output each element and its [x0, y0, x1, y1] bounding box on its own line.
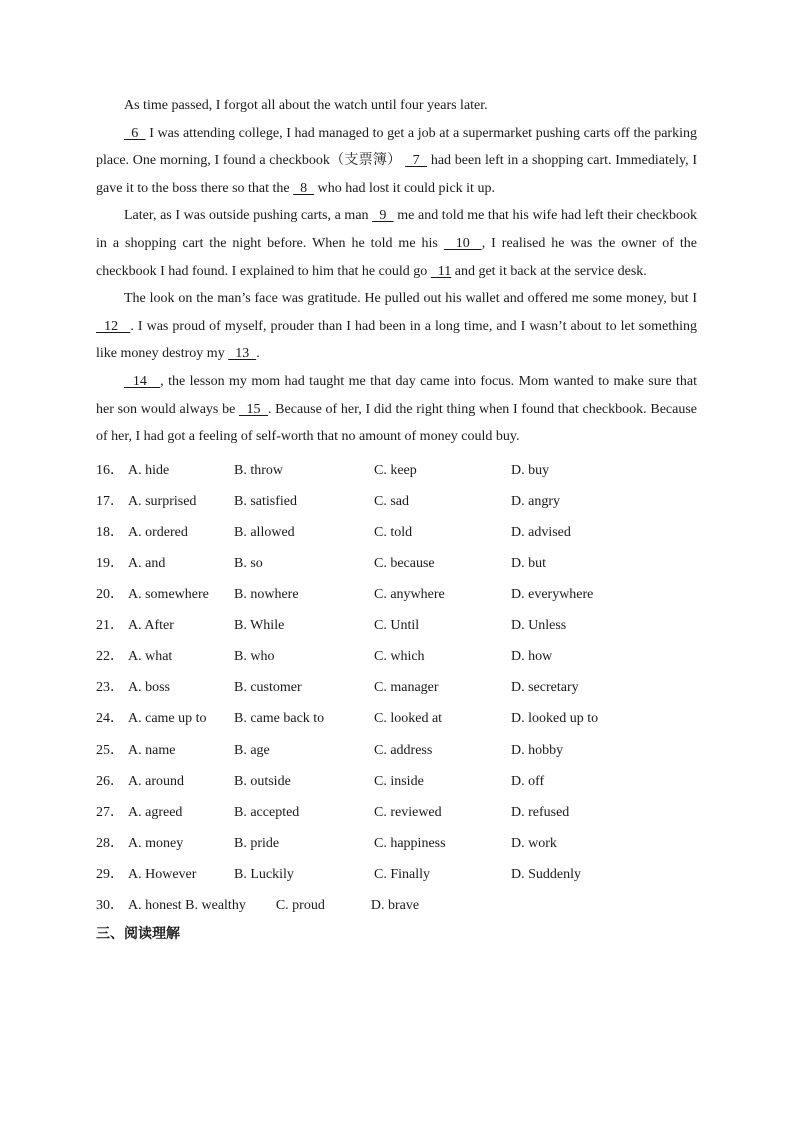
question-row — [96, 828, 697, 859]
passage-text: Later, as I was outside pushing carts, a man — [124, 208, 373, 224]
question-number: 18． — [96, 524, 124, 540]
question-row — [96, 641, 697, 672]
option-a: A. came up to — [128, 711, 207, 727]
option-a: A. After — [128, 618, 174, 634]
option-d: D. but — [511, 556, 546, 571]
passage — [96, 92, 697, 451]
question-number: 23． — [96, 680, 124, 696]
option-a: A. around — [128, 773, 184, 789]
option-d: D. everywhere — [511, 587, 594, 603]
option-b: B. allowed — [234, 524, 295, 540]
answer-blank: 7 — [405, 153, 428, 169]
question-number: 27． — [96, 804, 124, 820]
passage-text: me and told me that his wife had left their checkbook in a shopping cart the night before. When he told me his — [96, 208, 698, 251]
option-d: D. work — [511, 835, 557, 851]
option-c: C. happiness — [374, 835, 446, 851]
option-a: A. surprised — [128, 493, 197, 509]
question-number: 20． — [96, 587, 124, 603]
question-number: 29． — [96, 866, 124, 882]
option-a: A. hide — [128, 462, 170, 478]
question-row — [96, 703, 697, 734]
option-a: A. ordered — [128, 524, 188, 540]
option-a: A. money — [128, 835, 184, 851]
question-number: 21． — [96, 618, 124, 634]
option-c: C. reviewed — [374, 804, 442, 820]
option-a: A. agreed — [128, 804, 183, 820]
option-d: D. advised — [511, 524, 571, 540]
passage-text: , the lesson my mom had taught me that day came into focus. Mom wanted to make sure that her son would always be — [96, 373, 698, 417]
question-number: 28． — [96, 835, 124, 851]
question-row — [96, 548, 697, 579]
option-d: D. buy — [511, 462, 550, 478]
option-d: D. brave — [370, 898, 420, 914]
question-number: 22． — [96, 649, 124, 665]
question-row — [96, 610, 697, 641]
passage-text: The look on the man’s face was gratitude. He pulled out his wallet and offered me some money, but I — [124, 291, 697, 307]
option-c: C. keep — [374, 462, 417, 478]
options-ab: A. honest B. wealthy — [128, 898, 246, 914]
answer-blank: 15 — [239, 401, 268, 417]
passage-paragraph — [96, 368, 697, 451]
question-row — [96, 859, 697, 890]
passage-paragraph — [96, 202, 697, 285]
option-d: D. Unless — [511, 618, 567, 634]
answer-blank: 13 — [228, 346, 257, 362]
answer-blank: 8 — [293, 180, 315, 196]
answer-blank: 12 — [96, 318, 131, 334]
option-b: B. While — [234, 618, 285, 634]
option-b: B. so — [234, 556, 263, 571]
passage-text: had been left in a shopping cart. Immediately, I gave it to the boss there so that the — [96, 153, 697, 196]
question-number: 24． — [96, 711, 124, 727]
option-d: D. Suddenly — [511, 866, 581, 882]
option-b: B. outside — [234, 773, 291, 789]
option-c: C. Finally — [374, 866, 431, 882]
passage-text: who had lost it could pick it up. — [314, 180, 495, 196]
option-a: A. and — [128, 556, 166, 571]
option-c: C. anywhere — [374, 587, 445, 603]
option-d: D. off — [511, 773, 545, 789]
question-row — [96, 766, 697, 797]
question-number: 19． — [96, 556, 124, 571]
passage-text: . Because of her, I did the right thing when I found that checkbook. Because of her, I had got a feeling of self-worth that no amount of money could buy. — [96, 401, 698, 445]
option-c: C. proud — [275, 898, 325, 914]
question-number: 17． — [96, 493, 124, 509]
option-b: B. accepted — [234, 804, 300, 820]
option-a: A. somewhere — [128, 587, 209, 603]
option-d: D. hobby — [511, 742, 564, 758]
passage-text: As time passed, I forgot all about the watch until four years later. — [124, 98, 488, 113]
option-c: C. because — [374, 556, 435, 571]
option-b: B. came back to — [234, 711, 325, 727]
answer-blank: 6 — [124, 125, 146, 141]
passage-text: and get it back at the service desk. — [451, 263, 647, 279]
question-row — [96, 797, 697, 828]
passage-text: , I realised he was the owner of the checkbook I had found. I explained to him that he could go — [96, 235, 697, 279]
option-a: A. boss — [128, 680, 171, 696]
question-number: 26． — [96, 773, 124, 789]
passage-text: I was attending college, I had managed to get a job at a supermarket pushing carts off the parking place. One morning, I found a checkbook（支票簿） — [96, 125, 697, 169]
option-b: B. age — [234, 742, 270, 758]
section-title: 三、阅读理解 — [96, 926, 180, 943]
option-c: C. address — [374, 742, 433, 758]
option-b: B. throw — [234, 462, 283, 478]
question-row — [96, 672, 697, 703]
option-c: C. sad — [374, 493, 409, 509]
option-a: A. what — [128, 649, 173, 665]
option-c: C. which — [374, 649, 425, 665]
answer-blank: 14 — [124, 373, 161, 389]
option-a: A. However — [128, 866, 197, 882]
option-a: A. name — [128, 742, 176, 758]
option-c: C. inside — [374, 773, 424, 789]
answer-blank: 11 — [430, 263, 452, 279]
answer-blank: 10 — [443, 235, 482, 251]
passage-paragraph — [96, 120, 697, 203]
option-d: D. how — [511, 649, 553, 665]
question-row — [96, 735, 697, 766]
option-b: B. Luckily — [234, 866, 294, 882]
question-row — [96, 517, 697, 548]
passage-text: . — [256, 346, 260, 362]
option-d: D. refused — [511, 804, 570, 820]
question-number: 16． — [96, 462, 124, 478]
document-page — [96, 92, 697, 945]
passage-paragraph — [96, 92, 697, 120]
question-30 — [96, 890, 697, 921]
option-d: D. secretary — [511, 680, 579, 696]
option-b: B. customer — [234, 680, 302, 696]
option-d: D. looked up to — [511, 711, 599, 727]
option-c: C. manager — [374, 680, 439, 696]
answer-blank: 9 — [372, 208, 394, 224]
option-c: C. looked at — [374, 711, 443, 727]
question-row — [96, 486, 697, 517]
option-d: D. angry — [511, 493, 560, 509]
question-number: 25． — [96, 742, 124, 758]
option-c: C. Until — [374, 618, 420, 634]
option-b: B. who — [234, 649, 275, 665]
question-list — [96, 455, 697, 890]
option-c: C. told — [374, 524, 413, 540]
option-b: B. pride — [234, 835, 280, 851]
question-row — [96, 579, 697, 610]
option-b: B. satisfied — [234, 493, 297, 509]
question-row — [96, 455, 697, 486]
option-b: B. nowhere — [234, 587, 299, 603]
passage-paragraph — [96, 285, 697, 368]
passage-text: . I was proud of myself, prouder than I had been in a long time, and I wasn’t about to let something like money destroy my — [96, 318, 698, 362]
question-number: 30． — [96, 898, 124, 914]
